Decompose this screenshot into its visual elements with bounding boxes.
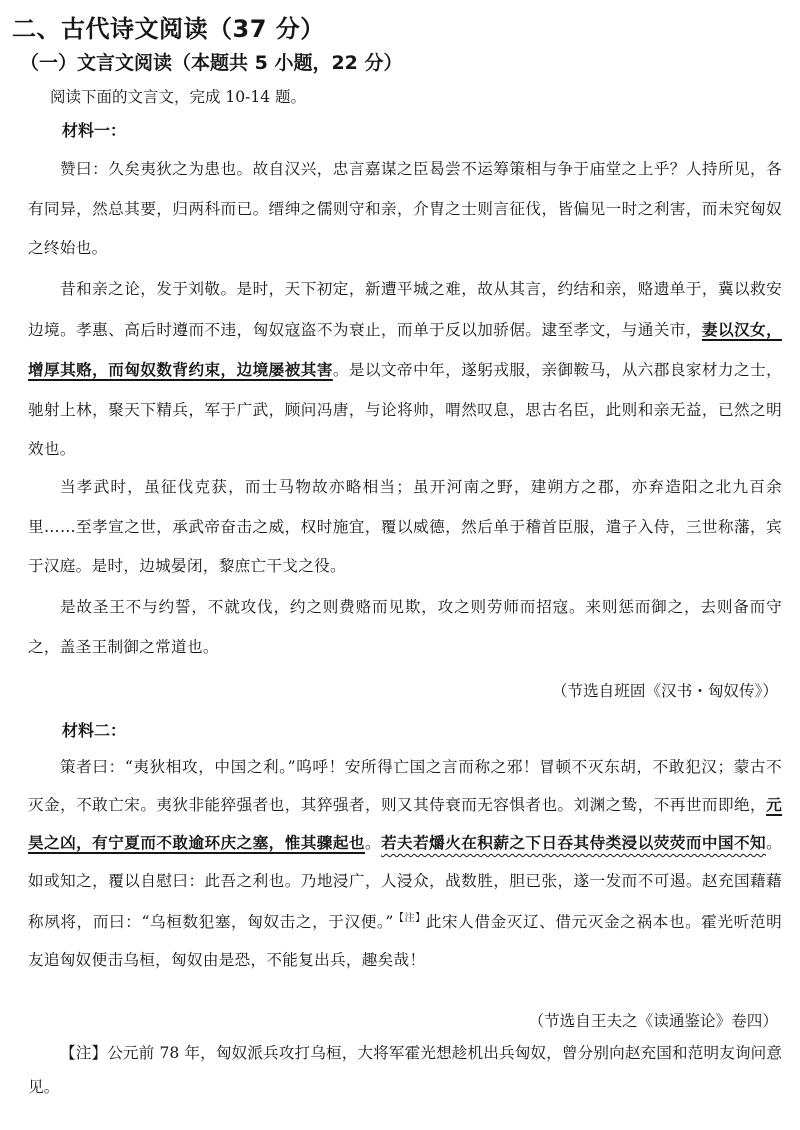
material1-paragraph-3: 当孝武时，虽征伐克获，而士马物故亦略相当；虽开河南之野，建朔方之郡，亦弃造阳之北九百余里……至孝宣之世，承武帝奋击之威，权时施宜，覆以威德，然后单于稽首臣服，遣子入侍，三世称藩，宾于汉庭。是时，边城晏闭，黎庶亡干戈之役。 <box>28 478 782 575</box>
wavy-underlined-sentence: 若夫若爝火在积薪之下日吞其侍类浸以荧荧而中国不知 <box>381 833 767 852</box>
underlined-sentence: 妻以汉女，增厚其赂，而匈奴数背约束，边境屡被其害 <box>28 319 782 379</box>
material1-paragraph-1: 赞曰：久矣夷狄之为患也。故自汉兴，忠言嘉谋之臣曷尝不运筹策相与争于庙堂之上乎？人持所见，各有同异，然总其要，归两科而已。缙绅之儒则守和亲，介胄之士则言征伐，皆偏见一时之利害，而未究匈奴之终始也。 <box>28 160 782 257</box>
material2-source: （节选自王夫之《读通鉴论》卷四） <box>528 1012 778 1030</box>
subsection-title: （一）文言文阅读（本题共 5 小题，22 分） <box>20 52 403 74</box>
paragraph-text: 。如或知之，覆以自慰曰：此吾之利也。乃地浸广，人浸众，战数胜，胆已张，遂一发而不可遏。赵充国藉藉称夙将，而曰：“乌桓数犯塞，匈奴击之，于汉便。” <box>28 834 782 932</box>
paragraph-text: 昔和亲之论，发于刘敬。是时，天下初定，新遭平城之难，故从其言，约结和亲，赂遗单于，冀以救安边境。孝惠、高后时遵而不违，匈奴寇盗不为衰止，而单于反以加骄倨。逮至孝文，与通关市， <box>28 280 782 339</box>
material1-label: 材料一： <box>62 121 127 140</box>
material1-paragraph-2 <box>28 270 782 470</box>
paragraph-text: 。 <box>364 834 381 852</box>
section-title: 二、古代诗文阅读（37 分） <box>12 15 325 43</box>
paragraph-text: 。是以文帝中年，遂躬戎服，亲御鞍马，从六郡良家材力之士，驰射上林，聚天下精兵，军于广武，顾问冯唐，与论将帅，喟然叹息，思古名臣，此则和亲无益，已然之明效也。 <box>28 361 782 458</box>
footnote-mark: 【注】 <box>393 913 426 924</box>
material1-source: （节选自班固《汉书・匈奴传》） <box>551 682 778 700</box>
instruction: 阅读下面的文言文，完成 10-14 题。 <box>50 88 307 106</box>
underlined-sentence: 元昊之凶，有宁夏而不敢逾环庆之塞，惟其骤起也 <box>28 795 782 852</box>
paragraph-text: 策者曰：“夷狄相攻，中国之利。”呜呼！安所得亡国之言而称之邪！冒顿不灭东胡，不敢犯汉；蒙古不灭金，不敢亡宋。夷狄非能猝强者也，其猝强者，则又其侍衰而无容惧者也。刘渊之鸷，不再世而即绝， <box>28 758 782 814</box>
material2-paragraph-1 <box>28 748 782 979</box>
material1-paragraph-4: 是故圣王不与约誓，不就攻伐，约之则费赂而见欺，攻之则劳师而招寇。来则惩而御之，去则备而守之，盖圣王制御之常道也。 <box>28 598 782 656</box>
material2-label: 材料二： <box>62 721 127 740</box>
paragraph-text: 此宋人借金灭辽、借元灭金之祸本也。霍光听范明友追匈奴便击乌桓，匈奴由是恐，不能复出兵，趣矣哉！ <box>28 913 782 970</box>
footnote: 【注】公元前 78 年，匈奴派兵攻打乌桓，大将军霍光想趁机出兵匈奴，曾分别向赵充国和范明友询问意见。 <box>28 1044 782 1096</box>
